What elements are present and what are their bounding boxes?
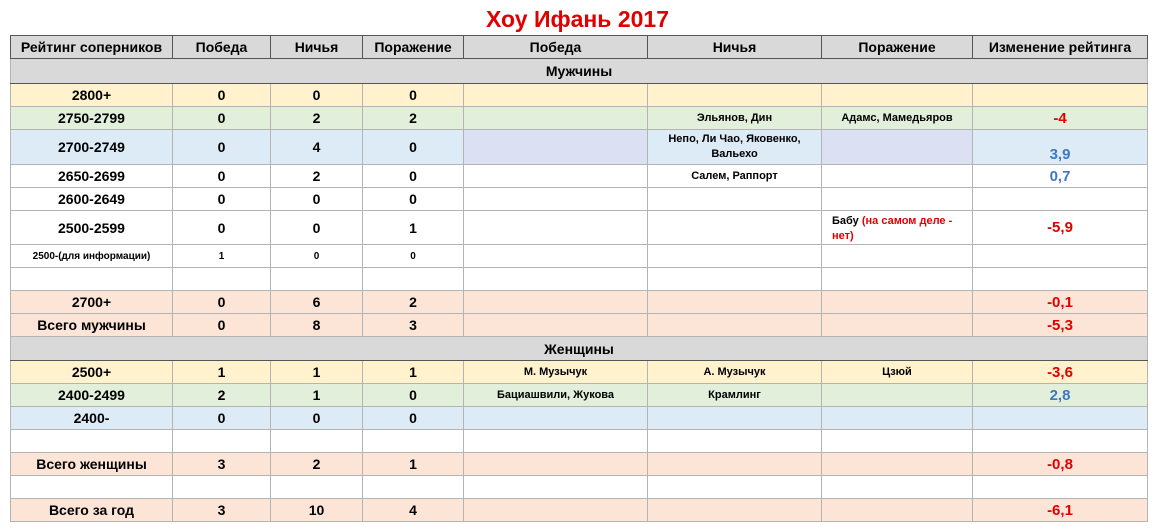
empty-cell[interactable] xyxy=(973,430,1148,453)
draw-names-cell[interactable]: А. Музычук xyxy=(648,361,822,384)
draws-cell[interactable]: 0 xyxy=(271,211,363,245)
loss-names-cell[interactable] xyxy=(822,130,973,165)
losses-cell[interactable]: 2 xyxy=(363,291,464,314)
empty-cell[interactable] xyxy=(648,476,822,499)
empty-cell[interactable] xyxy=(973,476,1148,499)
empty-cell[interactable] xyxy=(11,476,173,499)
empty-cell[interactable] xyxy=(973,268,1148,291)
header-cell[interactable]: Победа xyxy=(173,36,271,59)
loss-names-cell[interactable] xyxy=(822,384,973,407)
draw-names-cell[interactable] xyxy=(648,84,822,107)
rating-cell[interactable]: 2700-2749 xyxy=(11,130,173,165)
empty-cell[interactable] xyxy=(648,453,822,476)
empty-cell[interactable] xyxy=(822,291,973,314)
draws-cell[interactable]: 0 xyxy=(271,245,363,268)
losses-cell[interactable]: 0 xyxy=(363,130,464,165)
rating-change-cell[interactable]: -3,6 xyxy=(973,361,1148,384)
section-row-women xyxy=(11,337,1148,361)
draws-cell[interactable]: 2 xyxy=(271,453,363,476)
total-row xyxy=(11,291,1148,314)
empty-cell[interactable] xyxy=(822,499,973,522)
wins-cell[interactable]: 0 xyxy=(173,130,271,165)
wins-cell[interactable]: 0 xyxy=(173,314,271,337)
empty-cell[interactable] xyxy=(363,476,464,499)
header-cell[interactable]: Рейтинг соперников xyxy=(11,36,173,59)
rating-change-cell[interactable]: 2,8 xyxy=(973,384,1148,407)
draw-names-cell[interactable]: Крамлинг xyxy=(648,384,822,407)
header-cell[interactable]: Ничья xyxy=(648,36,822,59)
empty-cell[interactable] xyxy=(822,268,973,291)
header-row xyxy=(11,36,1148,59)
rating-cell[interactable]: 2400- xyxy=(11,407,173,430)
rating-cell[interactable]: 2400-2499 xyxy=(11,384,173,407)
empty-cell[interactable] xyxy=(822,476,973,499)
rating-change-cell[interactable] xyxy=(973,84,1148,107)
empty-cell[interactable] xyxy=(363,268,464,291)
header-cell[interactable]: Изменение рейтинга xyxy=(973,36,1148,59)
empty-cell[interactable] xyxy=(173,430,271,453)
table-row xyxy=(11,211,1148,245)
total-label[interactable]: 2700+ xyxy=(11,291,173,314)
empty-row xyxy=(11,476,1148,499)
draws-cell[interactable]: 4 xyxy=(271,130,363,165)
empty-cell[interactable] xyxy=(464,430,648,453)
rating-change-cell[interactable]: -4 xyxy=(973,107,1148,130)
page-title: Хоу Ифань 2017 xyxy=(485,6,669,32)
losses-cell[interactable]: 4 xyxy=(363,499,464,522)
wins-cell[interactable]: 0 xyxy=(173,107,271,130)
empty-row xyxy=(11,268,1148,291)
section-row-men xyxy=(11,59,1148,84)
wins-cell[interactable]: 1 xyxy=(173,245,271,268)
win-names-cell[interactable] xyxy=(464,84,648,107)
table-row xyxy=(11,130,1148,165)
losses-cell[interactable]: 1 xyxy=(363,453,464,476)
draws-cell[interactable]: 10 xyxy=(271,499,363,522)
empty-cell[interactable] xyxy=(464,291,648,314)
empty-cell[interactable] xyxy=(173,476,271,499)
draw-names-cell[interactable] xyxy=(648,245,822,268)
table-row xyxy=(11,107,1148,130)
rating-change-cell[interactable]: 0,7 xyxy=(973,165,1148,188)
draws-cell[interactable]: 8 xyxy=(271,314,363,337)
rating-cell[interactable]: 2600-2649 xyxy=(11,188,173,211)
loss-names-cell[interactable]: Адамс, Мамедьяров xyxy=(822,107,973,130)
empty-cell[interactable] xyxy=(11,268,173,291)
rating-cell[interactable]: 2500-2599 xyxy=(11,211,173,245)
losses-cell[interactable]: 0 xyxy=(363,165,464,188)
losses-cell[interactable]: 0 xyxy=(363,407,464,430)
header-cell[interactable]: Победа xyxy=(464,36,648,59)
loss-names-cell[interactable] xyxy=(822,211,973,245)
draws-cell[interactable]: 0 xyxy=(271,188,363,211)
empty-cell[interactable] xyxy=(822,314,973,337)
header-cell[interactable]: Поражение xyxy=(363,36,464,59)
empty-cell[interactable] xyxy=(648,291,822,314)
empty-row xyxy=(11,430,1148,453)
empty-cell[interactable] xyxy=(648,268,822,291)
empty-cell[interactable] xyxy=(271,430,363,453)
empty-cell[interactable] xyxy=(363,430,464,453)
empty-cell[interactable] xyxy=(648,314,822,337)
empty-cell[interactable] xyxy=(648,499,822,522)
loss-names-cell[interactable]: Цзюй xyxy=(822,361,973,384)
win-names-cell[interactable] xyxy=(464,130,648,165)
rating-change-cell[interactable]: -5,3 xyxy=(973,314,1148,337)
win-names-cell[interactable] xyxy=(464,165,648,188)
wins-cell[interactable]: 0 xyxy=(173,407,271,430)
wins-cell[interactable]: 3 xyxy=(173,499,271,522)
total-row xyxy=(11,499,1148,522)
wins-cell[interactable]: 2 xyxy=(173,384,271,407)
rating-change-cell[interactable] xyxy=(973,188,1148,211)
empty-cell[interactable] xyxy=(822,430,973,453)
loss-names-cell[interactable] xyxy=(822,165,973,188)
losses-cell[interactable]: 0 xyxy=(363,84,464,107)
win-names-cell[interactable] xyxy=(464,107,648,130)
loss-names-cell[interactable] xyxy=(822,245,973,268)
win-names-cell[interactable]: М. Музычук xyxy=(464,361,648,384)
empty-cell[interactable] xyxy=(648,430,822,453)
header-cell[interactable]: Ничья xyxy=(271,36,363,59)
empty-cell[interactable] xyxy=(271,268,363,291)
draws-cell[interactable]: 6 xyxy=(271,291,363,314)
losses-cell[interactable]: 1 xyxy=(363,361,464,384)
wins-cell[interactable]: 0 xyxy=(173,211,271,245)
draw-names-cell[interactable]: Салем, Раппорт xyxy=(648,165,822,188)
draws-cell[interactable]: 2 xyxy=(271,165,363,188)
rating-cell[interactable]: 2500-(для информации) xyxy=(11,245,173,268)
loss-name: Бабу xyxy=(832,215,859,227)
rating-change-cell[interactable]: -0,1 xyxy=(973,291,1148,314)
draw-names-cell[interactable] xyxy=(648,407,822,430)
draw-names-cell[interactable]: Непо, Ли Чао, Яковенко, Вальехо xyxy=(648,130,822,165)
draw-names-cell[interactable]: Эльянов, Дин xyxy=(648,107,822,130)
win-names-cell[interactable] xyxy=(464,407,648,430)
empty-cell[interactable] xyxy=(464,453,648,476)
rating-cell[interactable]: 2800+ xyxy=(11,84,173,107)
empty-cell[interactable] xyxy=(464,268,648,291)
wins-cell[interactable]: 0 xyxy=(173,165,271,188)
empty-cell[interactable] xyxy=(173,268,271,291)
wins-cell[interactable]: 0 xyxy=(173,188,271,211)
loss-names-cell[interactable] xyxy=(822,84,973,107)
rating-cell[interactable]: 2750-2799 xyxy=(11,107,173,130)
header-cell[interactable]: Поражение xyxy=(822,36,973,59)
losses-cell[interactable]: 2 xyxy=(363,107,464,130)
total-label[interactable]: Всего женщины xyxy=(11,453,173,476)
table-row xyxy=(11,361,1148,384)
draws-cell[interactable]: 0 xyxy=(271,407,363,430)
draws-cell[interactable]: 1 xyxy=(271,384,363,407)
rating-change-cell[interactable]: -0,8 xyxy=(973,453,1148,476)
win-names-cell[interactable] xyxy=(464,188,648,211)
rating-cell[interactable]: 2500+ xyxy=(11,361,173,384)
draws-cell[interactable]: 0 xyxy=(271,84,363,107)
wins-cell[interactable]: 0 xyxy=(173,84,271,107)
empty-cell[interactable] xyxy=(464,499,648,522)
table-row xyxy=(11,384,1148,407)
rating-change-cell[interactable]: -5,9 xyxy=(973,211,1148,245)
loss-note: (на самом деле - нет) xyxy=(832,215,953,242)
empty-cell[interactable] xyxy=(11,430,173,453)
losses-cell[interactable]: 3 xyxy=(363,314,464,337)
total-row xyxy=(11,453,1148,476)
rating-cell[interactable]: 2650-2699 xyxy=(11,165,173,188)
table-row xyxy=(11,84,1148,107)
empty-cell[interactable] xyxy=(271,476,363,499)
losses-cell[interactable]: 0 xyxy=(363,245,464,268)
wins-cell[interactable]: 0 xyxy=(173,291,271,314)
draws-cell[interactable]: 1 xyxy=(271,361,363,384)
total-label[interactable]: Всего мужчины xyxy=(11,314,173,337)
table-row xyxy=(11,245,1148,268)
draws-cell[interactable]: 2 xyxy=(271,107,363,130)
rating-change-cell[interactable] xyxy=(973,245,1148,268)
wins-cell[interactable]: 3 xyxy=(173,453,271,476)
losses-cell[interactable]: 1 xyxy=(363,211,464,245)
section-title[interactable]: Женщины xyxy=(11,337,1148,361)
rating-change-cell[interactable]: 3,9 xyxy=(973,130,1148,165)
empty-cell[interactable] xyxy=(464,314,648,337)
empty-cell[interactable] xyxy=(464,476,648,499)
losses-cell[interactable]: 0 xyxy=(363,188,464,211)
rating-change-cell[interactable]: -6,1 xyxy=(973,499,1148,522)
results-table xyxy=(10,35,1148,522)
win-names-cell[interactable] xyxy=(464,245,648,268)
losses-cell[interactable]: 0 xyxy=(363,384,464,407)
table-row xyxy=(11,165,1148,188)
wins-cell[interactable]: 1 xyxy=(173,361,271,384)
total-row xyxy=(11,314,1148,337)
loss-names-cell[interactable] xyxy=(822,407,973,430)
draw-names-cell[interactable] xyxy=(648,211,822,245)
draw-names-cell[interactable] xyxy=(648,188,822,211)
section-title[interactable]: Мужчины xyxy=(11,59,1148,84)
total-label[interactable]: Всего за год xyxy=(11,499,173,522)
table-row xyxy=(11,188,1148,211)
rating-change-cell[interactable] xyxy=(973,407,1148,430)
loss-names-cell[interactable] xyxy=(822,188,973,211)
win-names-cell[interactable]: Бациашвили, Жукова xyxy=(464,384,648,407)
win-names-cell[interactable] xyxy=(464,211,648,245)
empty-cell[interactable] xyxy=(822,453,973,476)
table-row xyxy=(11,407,1148,430)
